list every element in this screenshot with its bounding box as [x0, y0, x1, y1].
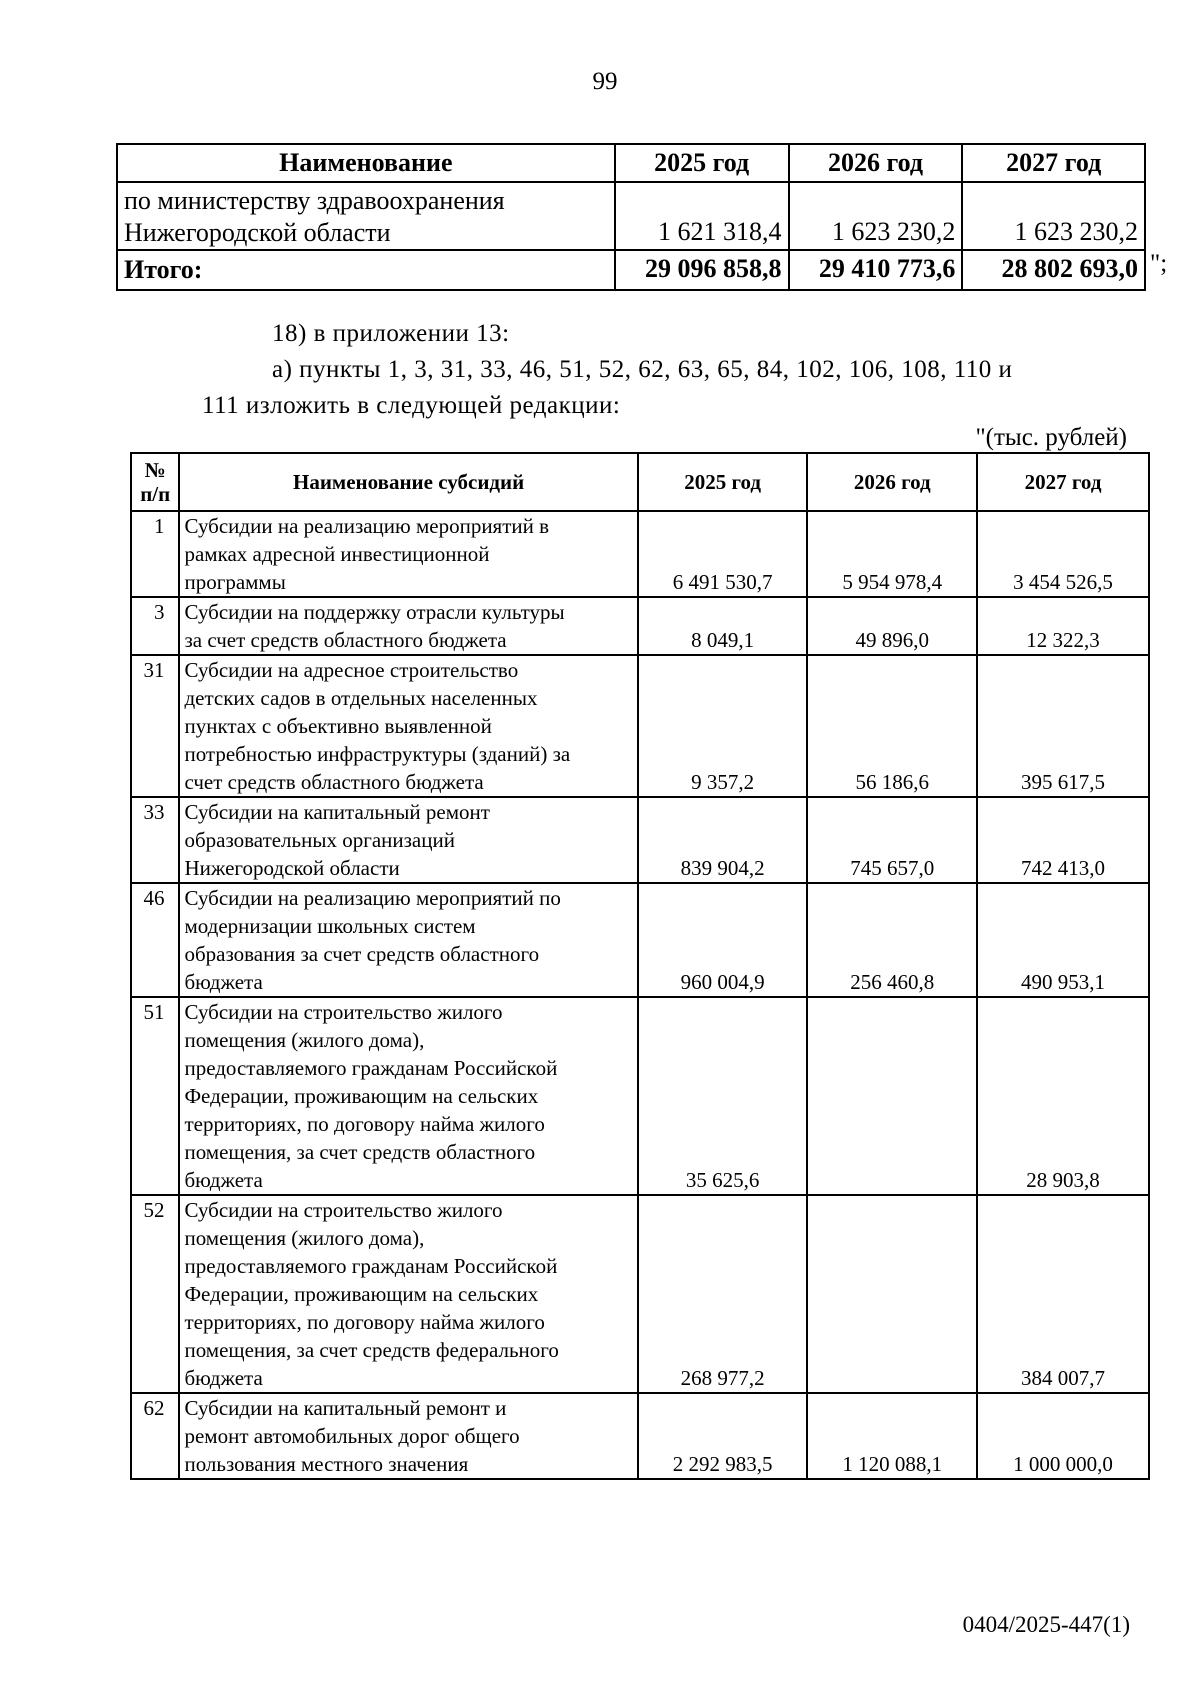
subsidy-name-line: Субсидии на капитальный ремонт	[184, 800, 490, 824]
header-number	[131, 453, 179, 511]
table-row	[131, 655, 1149, 797]
table-row	[131, 597, 1149, 655]
subsidy-name-line: помещения, за счет средств федерального	[184, 1338, 559, 1362]
subsidy-name-line: бюджета	[184, 1366, 263, 1390]
subsidy-name-line: детских садов в отдельных населенных	[184, 686, 538, 710]
unit-label: "(тыс. рублей)	[975, 424, 1127, 451]
subsidies-table	[130, 452, 1150, 1480]
subsidy-name-line: помещения, за счет средств областного	[184, 1140, 536, 1164]
value-2026	[807, 1195, 977, 1393]
value-2026: 5 954 978,4	[807, 511, 977, 597]
header-subsidy-name: Наименование субсидий	[179, 453, 637, 511]
subsidy-name-line: образовательных организаций	[184, 828, 455, 852]
subsidy-name	[179, 1195, 637, 1393]
subsidy-name-line: Субсидии на реализацию мероприятий по	[184, 886, 561, 910]
subsidy-name-line: образования за счет средств областного	[184, 942, 540, 966]
subsidy-name-line: ремонт автомобильных дорог общего	[184, 1424, 520, 1448]
page-number: 99	[592, 68, 618, 95]
value-2025: 9 357,2	[638, 655, 808, 797]
summary-table	[116, 143, 1146, 291]
subsidy-name	[179, 883, 637, 997]
row-number: 3	[131, 597, 179, 655]
subsidy-name-line: Субсидии на капитальный ремонт и	[184, 1396, 507, 1420]
row-number: 62	[131, 1393, 179, 1479]
value-2025: 8 049,1	[638, 597, 808, 655]
row-number: 52	[131, 1195, 179, 1393]
row-number: 31	[131, 655, 179, 797]
subsidy-name	[179, 797, 637, 883]
value-2027: 1 000 000,0	[977, 1393, 1149, 1479]
value-2026: 56 186,6	[807, 655, 977, 797]
subsidy-name-line: программы	[184, 570, 286, 594]
value-2027: 3 454 526,5	[977, 511, 1149, 597]
subsidy-name-line: территориях, по договору найма жилого	[184, 1310, 545, 1334]
value-2027: 384 007,7	[977, 1195, 1149, 1393]
row-number: 1	[131, 511, 179, 597]
amendment-paragraph: 111 изложить в следующей редакции:	[202, 392, 621, 419]
header-2025: 2025 год	[638, 453, 808, 511]
value-2026: 1 623 230,2	[789, 182, 963, 250]
subsidy-name-line: счет средств областного бюджета	[184, 770, 484, 794]
total-2027: 28 802 693,0	[962, 250, 1145, 290]
row-name	[117, 182, 615, 250]
subsidy-name	[179, 511, 637, 597]
value-2027: 12 322,3	[977, 597, 1149, 655]
subsidy-name-line: Субсидии на реализацию мероприятий в	[184, 514, 550, 538]
table-row	[131, 1195, 1149, 1393]
subsidy-name	[179, 655, 637, 797]
value-2027: 395 617,5	[977, 655, 1149, 797]
value-2027: 490 953,1	[977, 883, 1149, 997]
subsidy-name	[179, 1393, 637, 1479]
header-2027: 2027 год	[962, 144, 1145, 182]
subsidy-name-line: Федерации, проживающим на сельских	[184, 1282, 539, 1306]
value-2025: 35 625,6	[638, 997, 808, 1195]
total-2025: 29 096 858,8	[615, 250, 789, 290]
summary-table-header	[117, 144, 1145, 182]
table-row	[131, 797, 1149, 883]
value-2026: 256 460,8	[807, 883, 977, 997]
value-2027: 742 413,0	[977, 797, 1149, 883]
subsidies-table-body	[131, 511, 1149, 1479]
subsidy-name-line: пунктах с объективно выявленной	[184, 714, 492, 738]
subsidy-name	[179, 997, 637, 1195]
subsidy-name-line: Нижегородской области	[184, 856, 400, 880]
document-id: 0404/2025-447(1)	[962, 1612, 1130, 1637]
subsidy-name-line: потребностью инфраструктуры (зданий) за	[184, 742, 571, 766]
total-label: Итого:	[117, 250, 615, 290]
header-2025: 2025 год	[615, 144, 789, 182]
total-2026: 29 410 773,6	[789, 250, 963, 290]
subsidy-name-line: модернизации школьных систем	[184, 914, 476, 938]
value-2025: 960 004,9	[638, 883, 808, 997]
subsidy-name-line: помещения (жилого дома),	[184, 1028, 425, 1052]
table-row	[117, 182, 1145, 250]
subsidy-name-line: территориях, по договору найма жилого	[184, 1112, 545, 1136]
subsidy-name-line: предоставляемого гражданам Российской	[184, 1056, 558, 1080]
subsidy-name-line: Субсидии на строительство жилого	[184, 1198, 503, 1222]
subsidies-table-header	[131, 453, 1149, 511]
value-2025: 1 621 318,4	[615, 182, 789, 250]
subsidy-name-line: за счет средств областного бюджета	[184, 628, 507, 652]
value-2027: 1 623 230,2	[962, 182, 1145, 250]
table-row	[131, 997, 1149, 1195]
subsidy-name-line: пользования местного значения	[184, 1452, 469, 1476]
row-name-line: Нижегородской области	[124, 218, 391, 247]
subsidy-name-line: Субсидии на адресное строительство	[184, 658, 519, 682]
header-name: Наименование	[117, 144, 615, 182]
amendment-paragraph: 18) в приложении 13:	[272, 320, 510, 347]
table-row	[131, 1393, 1149, 1479]
value-2026	[807, 997, 977, 1195]
subsidy-name-line: Субсидии на строительство жилого	[184, 1000, 503, 1024]
header-number-line: №	[144, 458, 166, 482]
row-name-line: по министерству здравоохранения	[124, 186, 505, 215]
total-row	[117, 250, 1145, 290]
amendment-paragraph: а) пункты 1, 3, 31, 33, 46, 51, 52, 62, 63, 65, 84, 102, 106, 108, 110 и	[272, 356, 1013, 383]
subsidy-name-line: бюджета	[184, 1168, 263, 1192]
header-number-line: п/п	[140, 482, 171, 506]
subsidy-name-line: рамках адресной инвестиционной	[184, 542, 490, 566]
value-2025: 839 904,2	[638, 797, 808, 883]
subsidy-name-line: бюджета	[184, 970, 263, 994]
table-row	[131, 511, 1149, 597]
value-2025: 268 977,2	[638, 1195, 808, 1393]
value-2025: 2 292 983,5	[638, 1393, 808, 1479]
header-2026: 2026 год	[789, 144, 963, 182]
header-2026: 2026 год	[807, 453, 977, 511]
header-2027: 2027 год	[977, 453, 1149, 511]
value-2027: 28 903,8	[977, 997, 1149, 1195]
row-number: 51	[131, 997, 179, 1195]
table-row	[131, 883, 1149, 997]
value-2026: 49 896,0	[807, 597, 977, 655]
subsidy-name-line: Субсидии на поддержку отрасли культуры	[184, 600, 565, 624]
subsidy-name-line: Федерации, проживающим на сельских	[184, 1084, 539, 1108]
value-2025: 6 491 530,7	[638, 511, 808, 597]
value-2026: 745 657,0	[807, 797, 977, 883]
row-number: 33	[131, 797, 179, 883]
subsidy-name-line: помещения (жилого дома),	[184, 1226, 425, 1250]
closing-quote: ";	[1150, 250, 1168, 277]
subsidy-name-line: предоставляемого гражданам Российской	[184, 1254, 558, 1278]
value-2026: 1 120 088,1	[807, 1393, 977, 1479]
row-number: 46	[131, 883, 179, 997]
subsidy-name	[179, 597, 637, 655]
